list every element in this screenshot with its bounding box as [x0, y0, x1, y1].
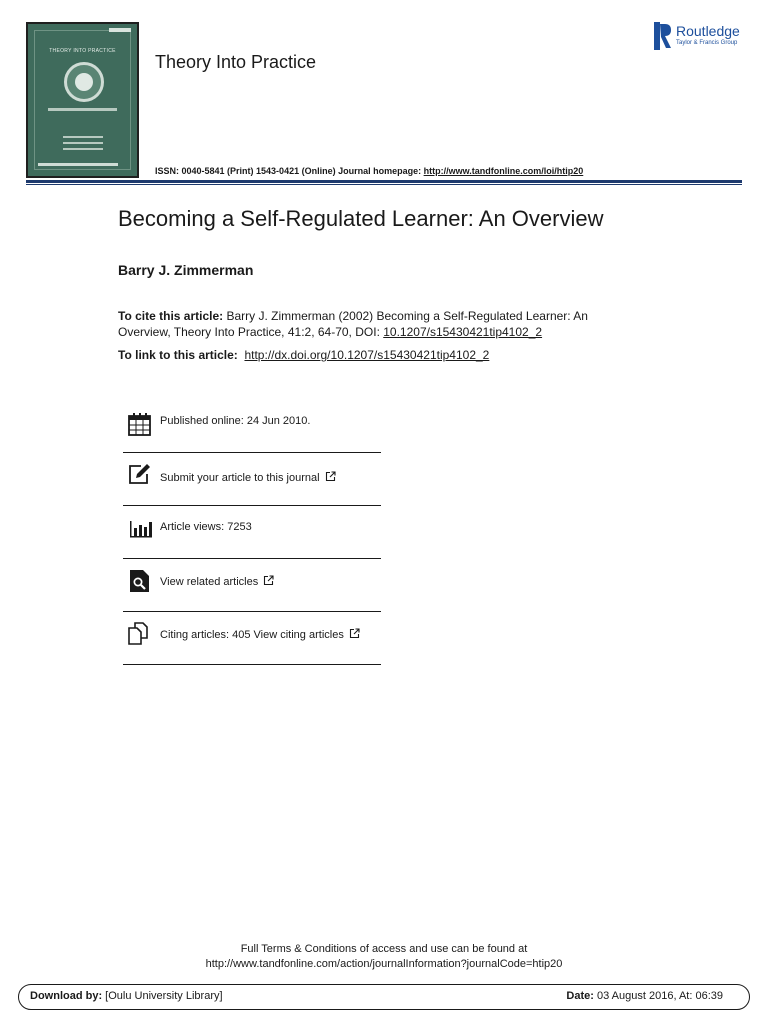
terms-url-link[interactable]: http://www.tandfonline.com/action/journalInformation?journalCode=htip20	[205, 958, 563, 970]
publisher-name: Routledge	[676, 23, 740, 39]
calendar-icon	[127, 411, 153, 437]
related-articles-item[interactable]	[123, 559, 381, 612]
terms-line-1: Full Terms & Conditions of access and use can be found at	[240, 943, 528, 955]
article-meta-list	[123, 400, 381, 665]
citation-block	[118, 308, 638, 340]
publisher-sub: Taylor & Francis Group	[676, 40, 738, 46]
submit-article-item[interactable]	[123, 453, 381, 506]
download-by-label: Download by:	[30, 990, 103, 1002]
citing-articles-link[interactable]: Citing articles: 405 View citing articles	[160, 628, 360, 641]
routledge-r-icon	[654, 22, 672, 50]
citing-articles-icon	[127, 621, 153, 647]
citing-articles-item[interactable]	[123, 612, 381, 665]
cite-label: To cite this article:	[118, 309, 224, 323]
journal-title: Theory Into Practice	[155, 52, 317, 72]
download-info-bar	[18, 984, 750, 1010]
download-by-value: [Oulu University Library]	[102, 990, 223, 1002]
publisher-logo	[654, 22, 746, 52]
article-title: Becoming a Self-Regulated Learner: An Overview	[118, 206, 604, 231]
header-divider	[26, 180, 742, 183]
edit-icon	[127, 462, 153, 488]
header-divider-thin	[26, 184, 742, 185]
related-articles-link[interactable]: View related articles	[160, 575, 274, 588]
search-document-icon	[127, 568, 153, 594]
article-author: Barry J. Zimmerman	[118, 262, 254, 278]
download-date	[566, 990, 723, 1002]
download-date-label: Date:	[566, 990, 594, 1002]
external-link-icon	[325, 471, 336, 482]
published-online-item	[123, 400, 381, 453]
issn-line	[155, 166, 583, 176]
doi-link[interactable]: 10.1207/s15430421tip4102_2	[383, 325, 543, 339]
published-online-text: Published online: 24 Jun 2010.	[160, 415, 311, 427]
article-views-item	[123, 506, 381, 559]
journal-homepage-link[interactable]: http://www.tandfonline.com/loi/htip20	[423, 166, 584, 176]
bar-chart-icon	[127, 515, 153, 541]
article-link-row	[118, 348, 489, 362]
article-views-text: Article views: 7253	[160, 521, 252, 533]
link-label: To link to this article:	[118, 348, 238, 362]
cite-text: Barry J. Zimmerman (2002) Becoming a Self-Regulated Learner: An Overview, Theory Into Practice, 41:2, 64-70, DOI:	[118, 309, 588, 339]
article-doi-url-link[interactable]: http://dx.doi.org/10.1207/s15430421tip4102_2	[244, 348, 490, 362]
external-link-icon	[349, 628, 360, 639]
terms-notice	[0, 942, 768, 972]
issn-text: ISSN: 0040-5841 (Print) 1543-0421 (Online) Journal homepage:	[155, 166, 424, 176]
journal-cover-image: THEORY INTO PRACTICE	[26, 22, 139, 178]
download-date-value: 03 August 2016, At: 06:39	[593, 990, 723, 1002]
external-link-icon	[263, 575, 274, 586]
submit-article-link[interactable]: Submit your article to this journal	[160, 471, 336, 484]
download-by	[30, 990, 223, 1002]
